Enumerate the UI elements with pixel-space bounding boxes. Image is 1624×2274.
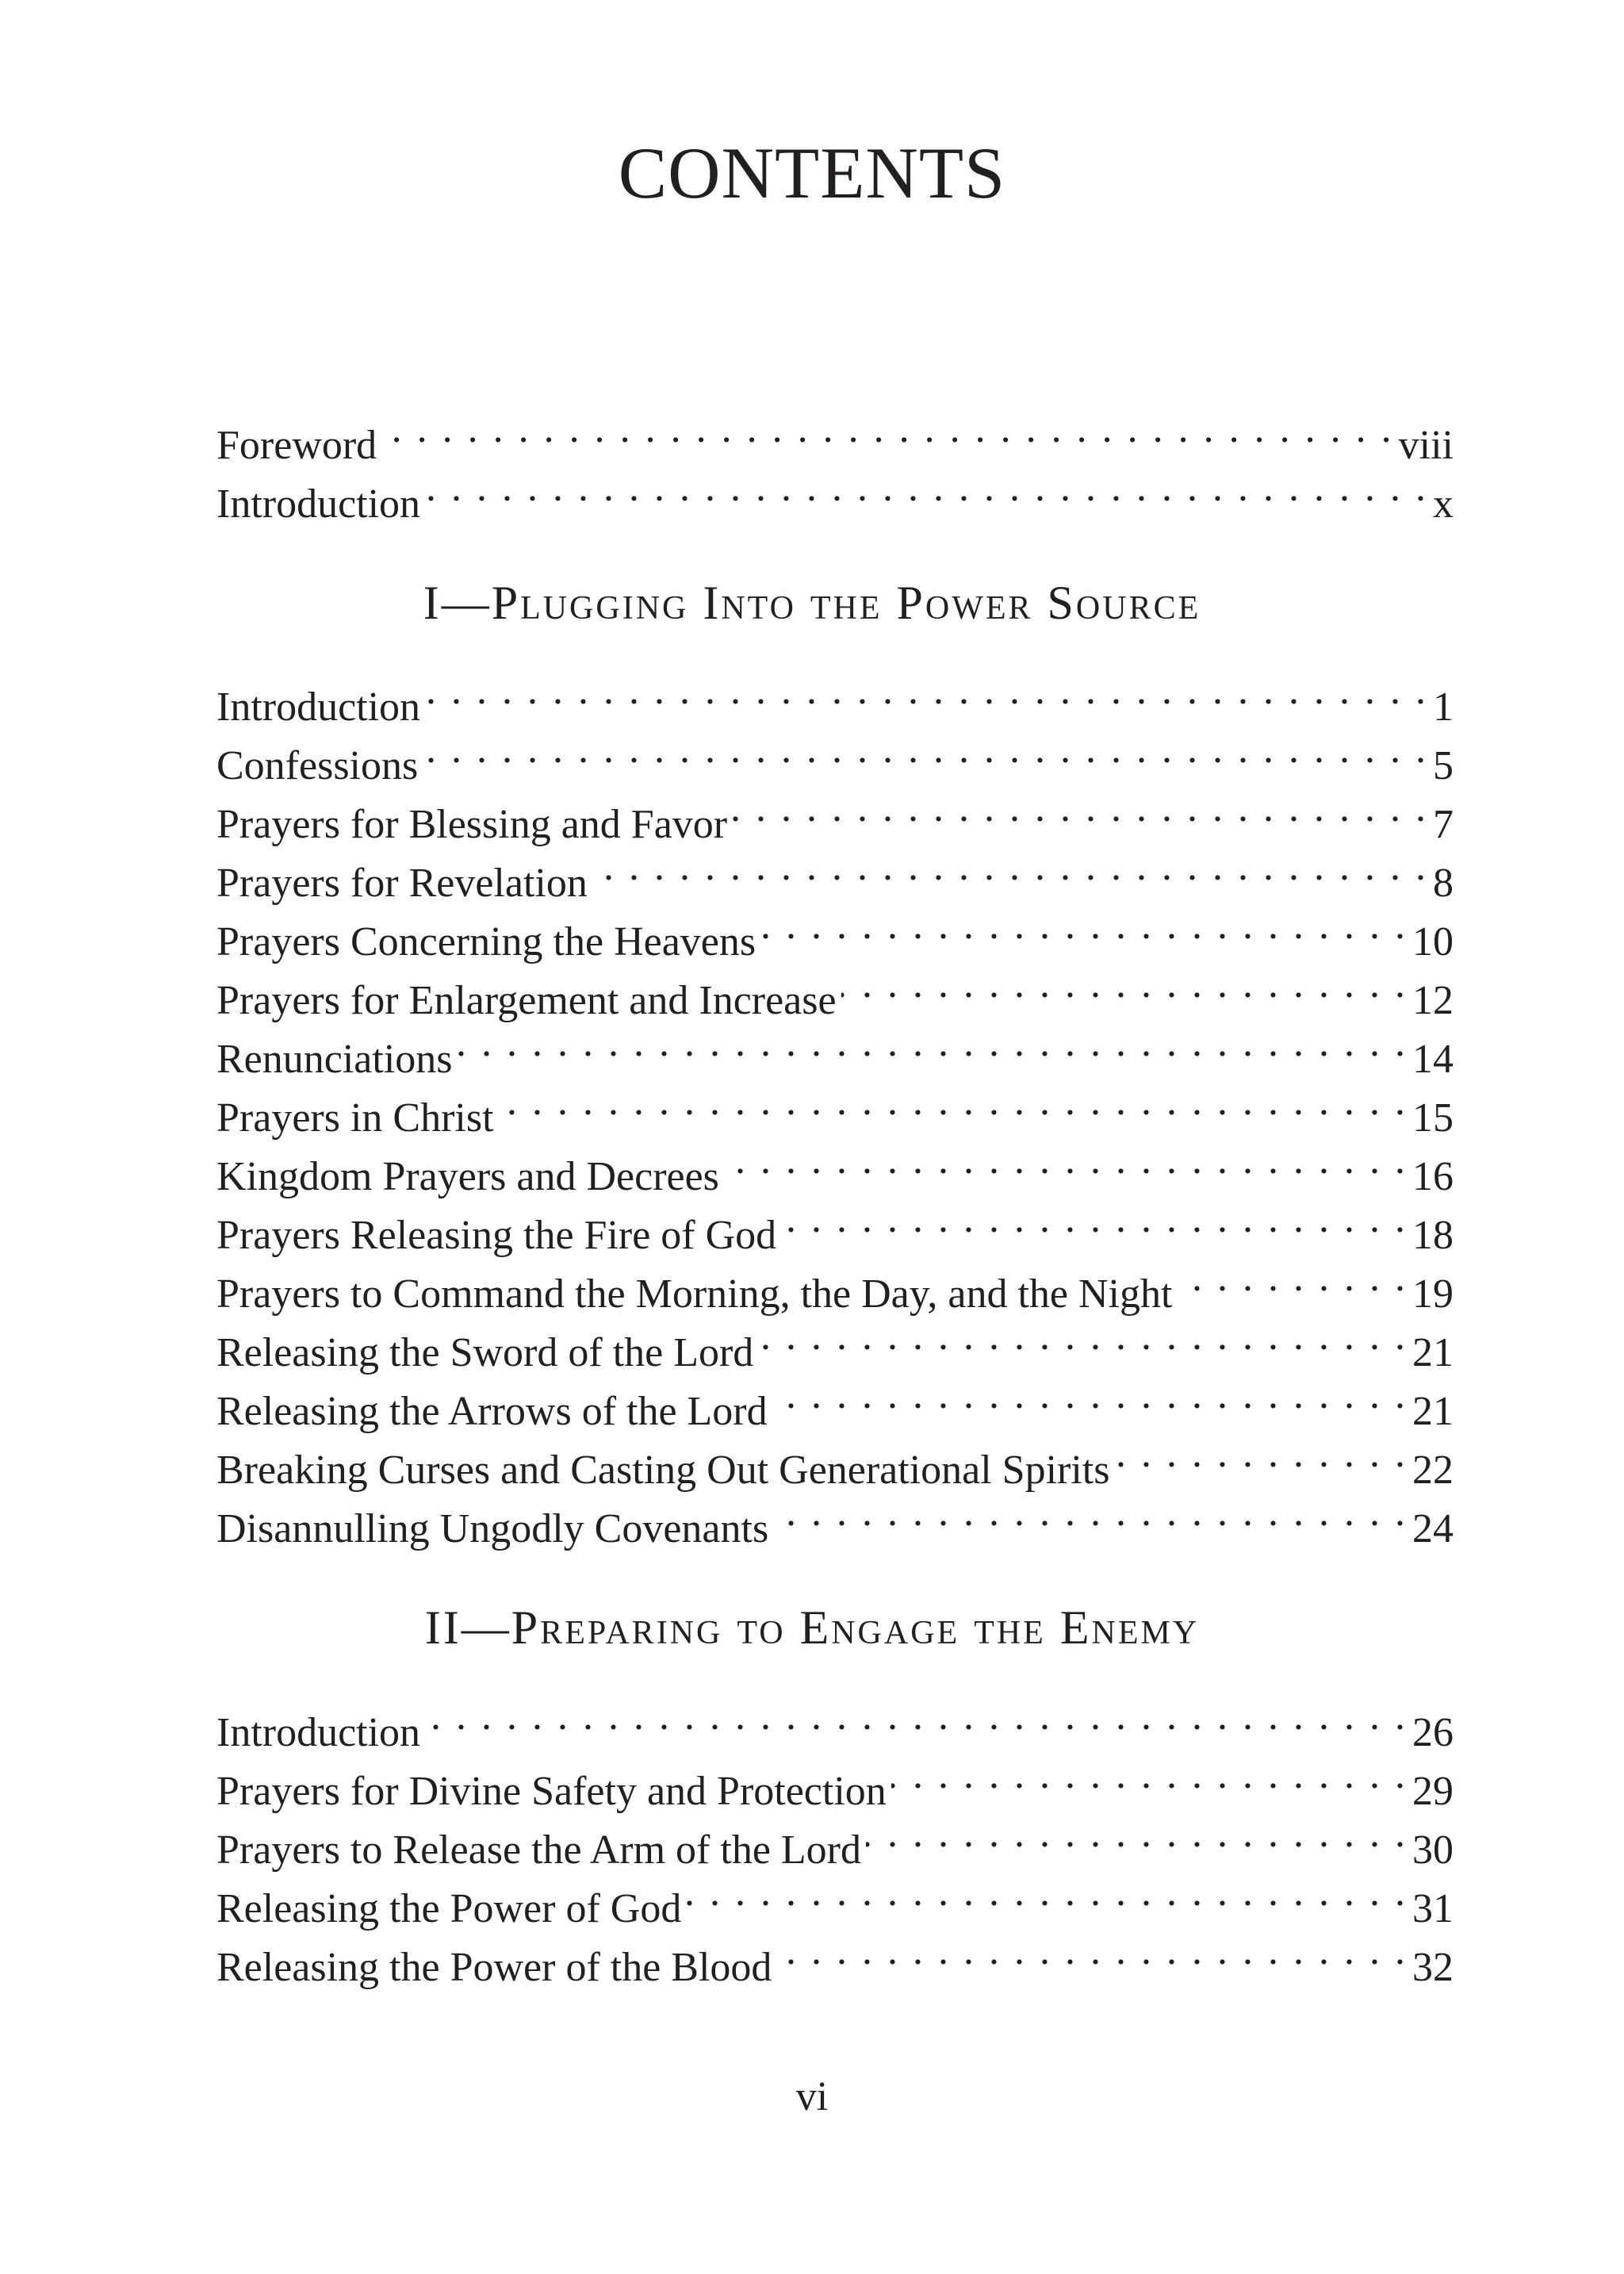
dot-leader [425, 458, 1428, 517]
toc-entry-page: 21 [1412, 1389, 1454, 1434]
section-2-list [216, 1687, 1454, 1990]
dot-leader [1177, 1248, 1408, 1307]
toc-entry-label: Prayers in Christ [216, 1095, 494, 1141]
toc-entry-page: 29 [1412, 1769, 1454, 1814]
dot-leader [425, 1687, 1408, 1746]
dot-leader [732, 779, 1428, 838]
toc-entry-label: Prayers Concerning the Heavens [216, 919, 756, 964]
toc-entry-label: Prayers Releasing the Fire of God [216, 1213, 777, 1258]
dot-leader [772, 1366, 1408, 1425]
toc-entry-label: Foreword [216, 423, 377, 468]
toc-entry-label: Prayers for Revelation [216, 861, 588, 906]
toc-entry-page: 15 [1412, 1095, 1454, 1141]
front-matter-list [216, 400, 1454, 527]
toc-entry-page: 5 [1433, 743, 1454, 788]
toc-entry[interactable] [216, 661, 1454, 730]
toc-entry-page: 31 [1412, 1886, 1454, 1931]
toc-entry-page: 26 [1412, 1710, 1454, 1755]
toc-entry-label: Releasing the Power of God [216, 1886, 682, 1931]
toc-entry-label: Releasing the Arrows of the Lord [216, 1389, 768, 1434]
toc-entry-page: 32 [1412, 1945, 1454, 1990]
dot-leader [773, 1483, 1408, 1542]
dot-leader [866, 1804, 1408, 1863]
dot-leader [381, 400, 1393, 458]
dot-leader [425, 661, 1428, 720]
dot-leader [458, 1014, 1408, 1072]
toc-entry-page: x [1433, 481, 1454, 527]
toc-entry-label: Confessions [216, 743, 419, 788]
toc-entry-page: 12 [1412, 978, 1454, 1023]
page-number: vi [795, 2074, 829, 2119]
toc-entry[interactable] [216, 400, 1454, 468]
toc-entry-page: 24 [1412, 1506, 1454, 1551]
toc-entry-label: Prayers for Divine Safety and Protection [216, 1769, 887, 1814]
toc-entry-page: 1 [1433, 685, 1454, 730]
toc-entry-page: 10 [1412, 919, 1454, 964]
page-title: CONTENTS [618, 132, 1006, 213]
toc-entry-label: Introduction [216, 481, 421, 527]
toc-entry-page: 21 [1412, 1330, 1454, 1375]
toc-entry[interactable] [216, 458, 1454, 527]
toc-entry-label: Prayers to Release the Arm of the Lord [216, 1827, 861, 1873]
dot-leader [760, 896, 1408, 955]
toc-entry-page: 8 [1433, 861, 1454, 906]
dot-leader [781, 1190, 1408, 1248]
toc-entry-label: Introduction [216, 685, 421, 730]
section-heading: II—Preparing to Engage the Enemy [424, 1601, 1200, 1654]
dot-leader [423, 720, 1428, 779]
toc-entry-label: Renunciations [216, 1037, 453, 1082]
toc-entry-page: 22 [1412, 1448, 1454, 1493]
toc-entry-label: Disannulling Ungodly Covenants [216, 1506, 769, 1551]
toc-entry-page: 16 [1412, 1154, 1454, 1199]
section-heading: I—Plugging Into the Power Source [423, 577, 1201, 629]
toc-entry-label: Prayers for Enlargement and Increase [216, 978, 837, 1023]
dot-leader [758, 1307, 1408, 1366]
toc-entry-label: Releasing the Sword of the Lord [216, 1330, 754, 1375]
toc-entry-label: Introduction [216, 1710, 421, 1755]
dot-leader [499, 1072, 1408, 1131]
dot-leader [724, 1131, 1408, 1190]
toc-entry-page: 30 [1412, 1827, 1454, 1873]
dot-leader [592, 838, 1428, 896]
toc-entry-page: 14 [1412, 1037, 1454, 1082]
toc-entry-page: 18 [1412, 1213, 1454, 1258]
toc-entry-label: Breaking Curses and Casting Out Generational Spirits [216, 1448, 1110, 1493]
dot-leader [891, 1746, 1408, 1804]
toc-entry-label: Kingdom Prayers and Decrees [216, 1154, 719, 1199]
dot-leader [841, 955, 1408, 1014]
section-1-list [216, 661, 1454, 1551]
toc-entry-label: Prayers to Command the Morning, the Day, and the Night [216, 1271, 1173, 1317]
toc-entry-label: Releasing the Power of the Blood [216, 1945, 772, 1990]
dot-leader [776, 1922, 1408, 1981]
toc-entry-page: 7 [1433, 802, 1454, 847]
toc-entry-page: viii [1398, 423, 1454, 468]
toc-entry[interactable] [216, 1687, 1454, 1755]
toc-entry-label: Prayers for Blessing and Favor [216, 802, 728, 847]
toc-entry-page: 19 [1412, 1271, 1454, 1317]
dot-leader [1114, 1425, 1408, 1483]
dot-leader [686, 1863, 1408, 1922]
